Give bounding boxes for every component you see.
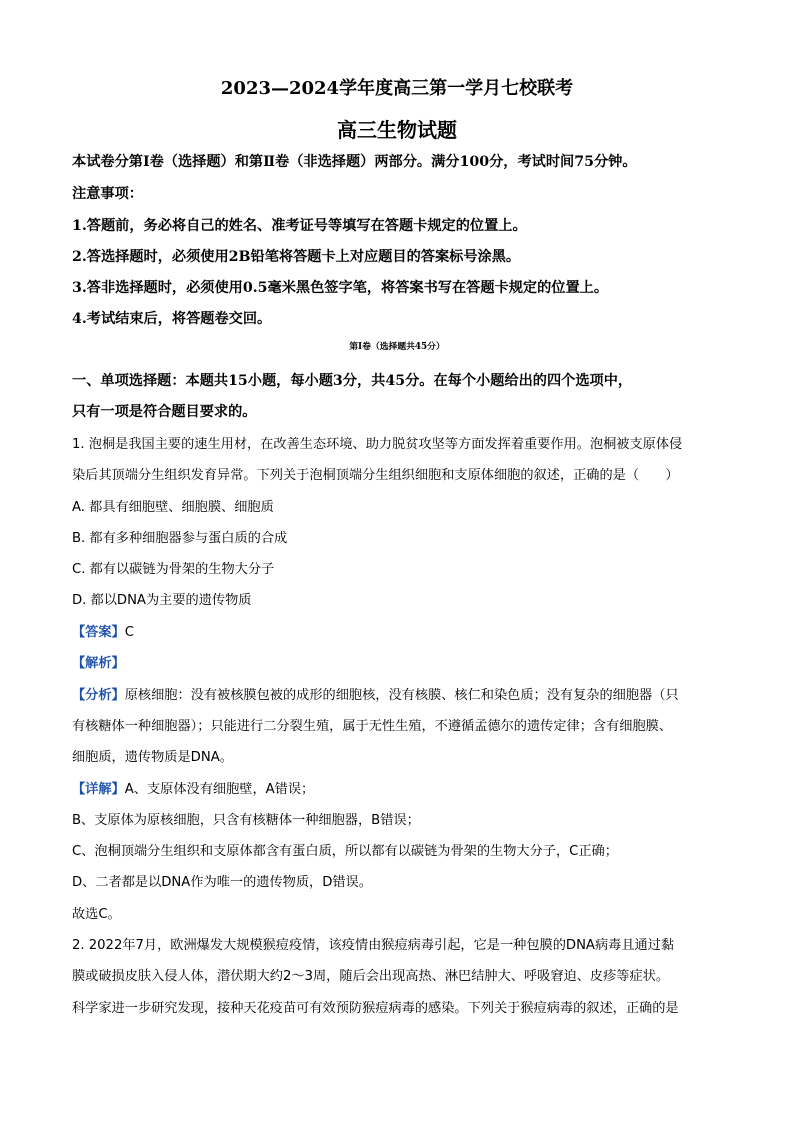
question-1-option-c: C. 都有以碳链为骨架的生物大分子 (72, 562, 275, 577)
question-1-stem-line: 染后其顶端分生组织发育异常。下列关于泡桐顶端分生组织细胞和支原体细胞的叙述，正确的是（ ） (72, 468, 679, 483)
answer-value: C (124, 625, 134, 640)
part-heading-line: 一、单项选择题：本题共15小题，每小题3分，共45分。在每个小题给出的四个选项中， (72, 373, 633, 389)
part-heading-line: 只有一项是符合题目要求的。 (72, 404, 257, 420)
fenxi-label: 【分析】 (72, 688, 125, 703)
question-1-option-d: D. 都以DNA为主要的遗传物质 (72, 593, 252, 608)
notice-item: 3.答非选择题时，必须使用0.5毫米黑色签字笔，将答案书写在答题卡规定的位置上。 (72, 280, 609, 296)
exam-intro: 本试卷分第Ⅰ卷（选择题）和第Ⅱ卷（非选择题）两部分。满分100分，考试时间75分钟。 (72, 154, 637, 170)
exam-subtitle: 高三生物试题 (337, 118, 457, 142)
notice-item: 1.答题前，务必将自己的姓名、准考证号等填写在答题卡规定的位置上。 (72, 218, 527, 234)
fenxi-line (72, 684, 724, 703)
notice-title: 注意事项： (72, 186, 143, 202)
section-title: 第Ⅰ卷（选择题共45分） (349, 342, 445, 352)
question-1-option-b: B. 都有多种细胞器参与蛋白质的合成 (72, 531, 288, 546)
detail-text-line: 故选C。 (72, 907, 121, 922)
question-1-option-a: A. 都具有细胞壁、细胞膜、细胞质 (72, 500, 274, 515)
answer-label: 【答案】 (72, 625, 125, 640)
fenxi-text-line: 有核糖体一种细胞器）；只能进行二分裂生殖，属于无性生殖，不遵循孟德尔的遗传定律；含有细胞膜、 (72, 719, 673, 734)
fenxi-text-line: 细胞质，遗传物质是DNA。 (72, 750, 233, 765)
detail-line (72, 778, 724, 797)
question-2-stem-line: 膜或破损皮肤入侵人体，潜伏期大约2～3周，随后会出现高热、淋巴结肿大、呼吸窘迫、皮疹等症状。 (72, 969, 670, 984)
exam-title: 2023—2024学年度高三第一学月七校联考 (220, 78, 574, 99)
answer-line (72, 621, 724, 640)
detail-text: A、支原体没有细胞壁，A错误； (124, 782, 315, 797)
detail-label: 【详解】 (72, 782, 125, 797)
detail-text-line: C、泡桐顶端分生组织和支原体都含有蛋白质，所以都有以碳链为骨架的生物大分子，C正确； (72, 844, 618, 859)
notice-item: 4.考试结束后，将答题卷交回。 (72, 311, 272, 327)
notice-item: 2.答选择题时，必须使用2B铅笔将答题卡上对应题目的答案标号涂黑。 (72, 249, 521, 265)
question-2-stem-line: 科学家进一步研究发现，接种天花疫苗可有效预防猴痘病毒的感染。下列关于猴痘病毒的叙述，正确的是 (72, 1001, 679, 1016)
detail-text-line: D、二者都是以DNA作为唯一的遗传物质，D错误。 (72, 875, 372, 890)
question-1-stem-line: 1. 泡桐是我国主要的速生用材，在改善生态环境、助力脱贫攻坚等方面发挥着重要作用。泡桐被支原体侵 (72, 437, 683, 452)
analysis-line (72, 652, 724, 671)
question-2-stem-line: 2. 2022年7月，欧洲爆发大规模猴痘疫情，该疫情由猴痘病毒引起，它是一种包膜的DNA病毒且通过黏 (72, 938, 675, 953)
analysis-label: 【解析】 (72, 656, 125, 671)
fenxi-text: 原核细胞：没有被核膜包被的成形的细胞核，没有核膜、核仁和染色质；没有复杂的细胞器（只 (124, 688, 679, 703)
detail-text-line: B、支原体为原核细胞，只含有核糖体一种细胞器，B错误； (72, 813, 420, 828)
